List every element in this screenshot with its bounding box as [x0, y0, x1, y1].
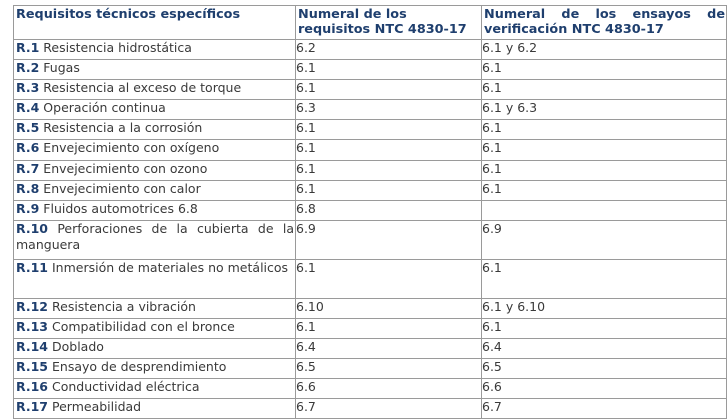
requirements-table: [13, 5, 727, 419]
table-row: [14, 259, 727, 298]
requirement-numeral-cell: 6.1: [296, 180, 482, 200]
requirement-cell: [14, 160, 296, 180]
table-row: [14, 379, 727, 399]
requirement-cell: [14, 100, 296, 120]
test-numeral-cell: 6.4: [482, 339, 727, 359]
test-numeral-cell: 6.1: [482, 60, 727, 80]
requirement-cell: [14, 120, 296, 140]
test-numeral-cell: 6.1: [482, 120, 727, 140]
requirement-code: R.17: [16, 399, 49, 415]
requirement-cell: [14, 140, 296, 160]
requirement-numeral-cell: 6.1: [296, 318, 482, 338]
table-row: [14, 298, 727, 318]
test-numeral-cell: 6.7: [482, 399, 727, 419]
test-numeral-cell: 6.1 y 6.3: [482, 100, 727, 120]
test-numeral-cell: 6.6: [482, 379, 727, 399]
requirement-cell: [14, 200, 296, 220]
requirement-numeral-cell: 6.1: [296, 120, 482, 140]
requirement-numeral-cell: 6.7: [296, 399, 482, 419]
requirement-numeral-cell: 6.1: [296, 140, 482, 160]
table-row: [14, 399, 727, 419]
requirement-name: Resistencia a la corrosión: [43, 120, 203, 136]
requirement-cell: [14, 60, 296, 80]
requirement-code: R.12: [16, 298, 49, 314]
requirement-cell: [14, 180, 296, 200]
requirement-name: Envejecimiento con ozono: [43, 160, 208, 176]
requirements-table-container: [13, 5, 726, 419]
table-row: [14, 180, 727, 200]
requirement-name: Ensayo de desprendimiento: [52, 359, 227, 375]
requirement-numeral-cell: 6.5: [296, 359, 482, 379]
table-row: [14, 100, 727, 120]
table-row: [14, 220, 727, 259]
header-requirements: Requisitos técnicos específicos: [14, 6, 296, 40]
requirement-numeral-cell: 6.1: [296, 259, 482, 298]
requirement-cell: [14, 80, 296, 100]
requirement-numeral-cell: 6.9: [296, 220, 482, 259]
requirement-cell: [14, 318, 296, 338]
test-numeral-cell: [482, 200, 727, 220]
requirement-code: R.1: [16, 40, 40, 55]
requirement-numeral-cell: 6.4: [296, 339, 482, 359]
requirement-numeral-cell: 6.1: [296, 80, 482, 100]
requirement-name: Fluidos automotrices 6.8: [43, 200, 198, 216]
table-row: [14, 318, 727, 338]
requirement-numeral-cell: 6.3: [296, 100, 482, 120]
requirement-code: R.7: [16, 160, 40, 176]
requirement-name: Doblado: [52, 339, 104, 355]
requirement-cell: [14, 298, 296, 318]
requirement-name: Fugas: [43, 60, 80, 76]
table-row: [14, 140, 727, 160]
requirement-name: Operación continua: [43, 100, 166, 116]
table-row: [14, 60, 727, 80]
requirement-name: Envejecimiento con calor: [43, 180, 201, 196]
requirement-numeral-cell: 6.6: [296, 379, 482, 399]
requirement-cell: [14, 379, 296, 399]
test-numeral-cell: 6.1: [482, 80, 727, 100]
table-row: [14, 80, 727, 100]
requirement-cell: [14, 359, 296, 379]
requirement-name: Envejecimiento con oxígeno: [43, 140, 220, 156]
test-numeral-cell: 6.1: [482, 160, 727, 180]
requirement-code: R.5: [16, 120, 40, 136]
requirement-name: Perforaciones de la cubierta de la manguera: [16, 220, 294, 252]
requirement-code: R.16: [16, 379, 49, 395]
requirement-code: R.6: [16, 140, 40, 156]
requirement-code: R.4: [16, 100, 40, 116]
requirement-code: R.2: [16, 60, 40, 76]
requirement-numeral-cell: 6.2: [296, 40, 482, 60]
table-row: [14, 339, 727, 359]
table-row: [14, 40, 727, 60]
requirement-name: Resistencia al exceso de torque: [43, 80, 242, 96]
requirement-name: Permeabilidad: [52, 399, 142, 415]
table-row: [14, 120, 727, 140]
requirement-name: Resistencia hidrostática: [43, 40, 192, 55]
test-numeral-cell: 6.9: [482, 220, 727, 259]
requirement-cell: [14, 220, 296, 259]
requirement-name: Inmersión de materiales no metálicos: [52, 259, 289, 275]
requirement-code: R.8: [16, 180, 40, 196]
requirement-cell: [14, 399, 296, 419]
test-numeral-cell: 6.1: [482, 140, 727, 160]
requirement-name: Compatibilidad con el bronce: [52, 318, 235, 334]
table-header-row: [14, 6, 727, 40]
header-test-numeral: Numeral de los ensayos de verificación NTC 4830-17: [482, 6, 727, 40]
requirement-code: R.14: [16, 339, 49, 355]
requirement-code: R.10: [16, 220, 49, 236]
requirement-cell: [14, 259, 296, 298]
test-numeral-cell: 6.1 y 6.2: [482, 40, 727, 60]
requirement-name: Conductividad eléctrica: [52, 379, 200, 395]
requirement-numeral-cell: 6.10: [296, 298, 482, 318]
requirement-code: R.3: [16, 80, 40, 96]
requirement-name: Resistencia a vibración: [52, 298, 196, 314]
table-row: [14, 359, 727, 379]
requirement-code: R.9: [16, 200, 40, 216]
requirement-numeral-cell: 6.1: [296, 160, 482, 180]
requirement-code: R.11: [16, 259, 49, 275]
table-row: [14, 200, 727, 220]
test-numeral-cell: 6.1: [482, 318, 727, 338]
test-numeral-cell: 6.1: [482, 259, 727, 298]
requirement-numeral-cell: 6.1: [296, 60, 482, 80]
test-numeral-cell: 6.5: [482, 359, 727, 379]
requirement-code: R.15: [16, 359, 49, 375]
test-numeral-cell: 6.1 y 6.10: [482, 298, 727, 318]
table-body: [14, 40, 727, 419]
requirement-numeral-cell: 6.8: [296, 200, 482, 220]
table-row: [14, 160, 727, 180]
test-numeral-cell: 6.1: [482, 180, 727, 200]
header-requirement-numeral: Numeral de los requisitos NTC 4830-17: [296, 6, 482, 40]
requirement-cell: [14, 339, 296, 359]
requirement-cell: [14, 40, 296, 60]
requirement-code: R.13: [16, 318, 49, 334]
